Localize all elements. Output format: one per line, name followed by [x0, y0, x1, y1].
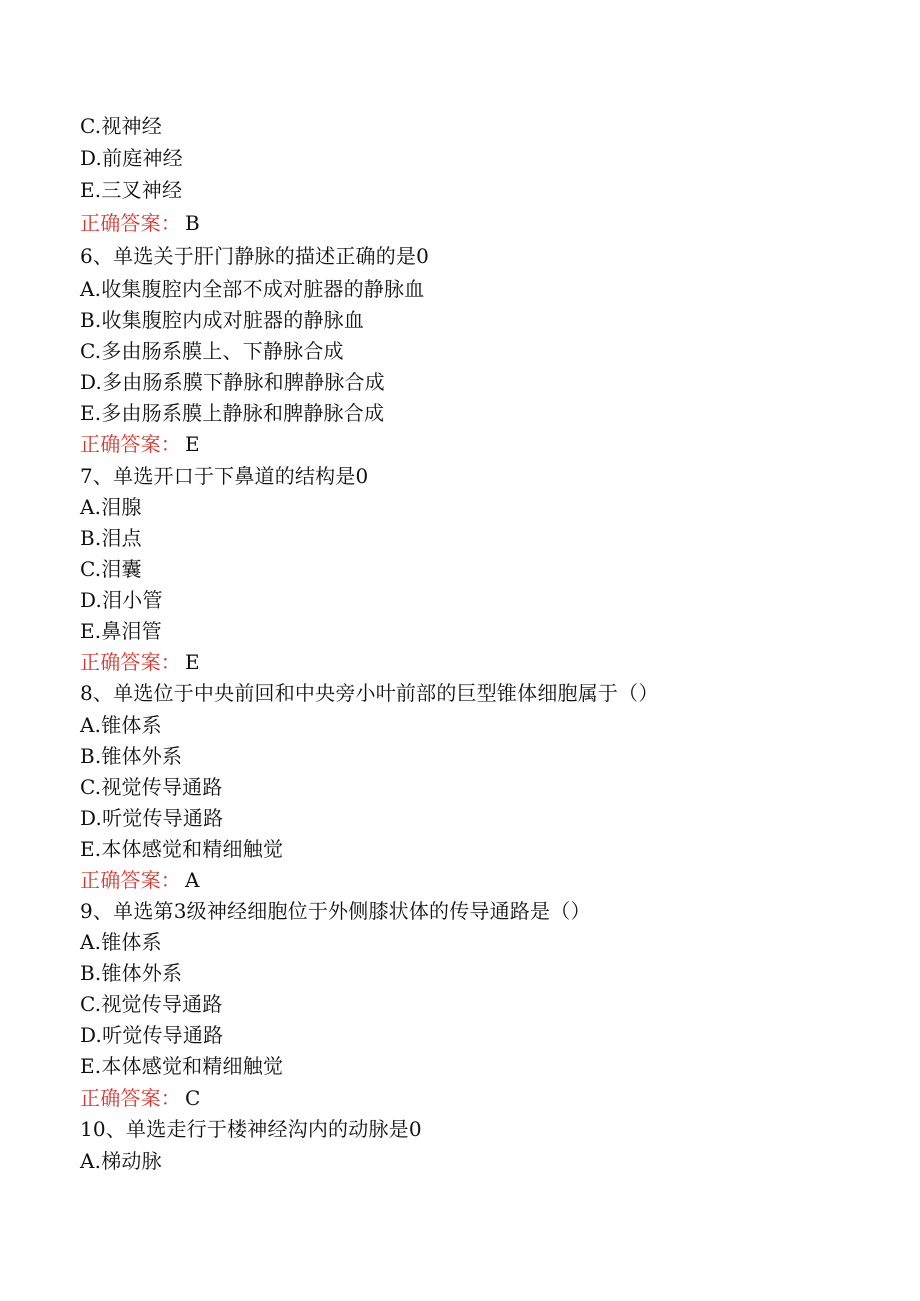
option-line: A.锥体系	[80, 713, 162, 737]
option-line: B.锥体外系	[80, 961, 183, 985]
answer-label: 正确答案：	[80, 211, 181, 235]
question-line: 7、单选开口于下鼻道的结构是0	[80, 464, 369, 488]
option-line: B.收集腹腔内成对脏器的静脉血	[80, 308, 365, 332]
option-line: A.泪腺	[80, 495, 142, 519]
answer-line	[80, 1083, 201, 1114]
answer-value: B	[185, 211, 200, 235]
answer-line	[80, 865, 200, 896]
option-line: E.鼻泪管	[80, 619, 162, 643]
option-line: A.梯动脉	[80, 1149, 162, 1173]
answer-label: 正确答案：	[80, 650, 181, 674]
option-line: E.三叉神经	[80, 178, 183, 202]
option-line: D.听觉传导通路	[80, 806, 224, 830]
answer-value: A	[185, 868, 200, 892]
answer-value: C	[185, 1086, 201, 1110]
answer-value: E	[185, 432, 200, 456]
question-line: 8、单选位于中央前回和中央旁小叶前部的巨型锥体细胞属于（）	[80, 681, 659, 705]
option-line: C.多由肠系膜上、下静脉合成	[80, 339, 344, 363]
option-line: E.本体感觉和精细触觉	[80, 837, 284, 861]
option-line: B.锥体外系	[80, 744, 183, 768]
option-line: E.本体感觉和精细触觉	[80, 1054, 284, 1078]
answer-label: 正确答案：	[80, 868, 181, 892]
question-line: 9、单选第3级神经细胞位于外侧膝状体的传导通路是（）	[80, 899, 591, 923]
option-line: E.多由肠系膜上静脉和脾静脉合成	[80, 401, 385, 425]
answer-line	[80, 429, 200, 460]
answer-line	[80, 647, 200, 678]
option-line: B.泪点	[80, 526, 142, 550]
option-line: D.多由肠系膜下静脉和脾静脉合成	[80, 370, 385, 394]
answer-label: 正确答案：	[80, 432, 181, 456]
option-line: D.前庭神经	[80, 146, 183, 170]
answer-line	[80, 208, 200, 239]
option-line: A.锥体系	[80, 930, 162, 954]
question-line: 10、单选走行于楼神经沟内的动脉是0	[80, 1117, 422, 1141]
option-line: D.听觉传导通路	[80, 1023, 224, 1047]
answer-label: 正确答案：	[80, 1086, 181, 1110]
option-line: C.视觉传导通路	[80, 775, 223, 799]
answer-value: E	[185, 650, 200, 674]
option-line: C.视觉传导通路	[80, 992, 223, 1016]
option-line: C.泪囊	[80, 557, 142, 581]
option-line: A.收集腹腔内全部不成对脏器的静脉血	[80, 277, 425, 301]
question-line: 6、单选关于肝门静脉的描述正确的是0	[80, 244, 430, 268]
option-line: D.泪小管	[80, 588, 163, 612]
option-line: C.视神经	[80, 114, 162, 138]
